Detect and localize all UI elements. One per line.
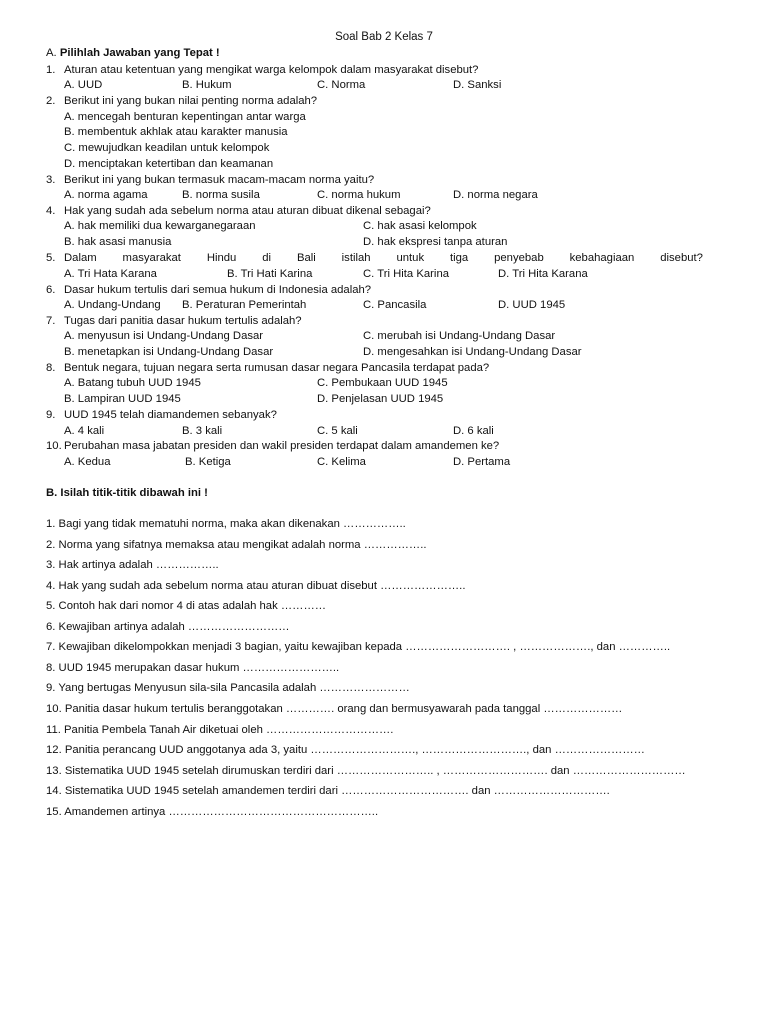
option: C. Pancasila (363, 299, 427, 311)
option: B. membentuk akhlak atau karakter manusia (64, 126, 288, 138)
fill-in-item-14: 14. Sistematika UUD 1945 setelah amandemen terdiri dari ……………………………. dan …………………………. (46, 785, 610, 797)
option: A. Kedua (64, 456, 111, 468)
fill-in-item-8: 8. UUD 1945 merupakan dasar hukum …………………….. (46, 662, 340, 674)
fill-in-item-4: 4. Hak yang sudah ada sebelum norma atau aturan dibuat disebut ………………….. (46, 580, 466, 592)
fill-in-item-6: 6. Kewajiban artinya adalah ……………………… (46, 621, 290, 633)
fill-in-item-13: 13. Sistematika UUD 1945 setelah dirumuskan terdiri dari …………………….. , ………………………. dan ………………………… (46, 765, 686, 777)
option: B. menetapkan isi Undang-Undang Dasar (64, 346, 274, 358)
option: D. hak ekspresi tanpa aturan (363, 236, 508, 248)
question-5-text: Dalam masyarakat Hindu di Bali istilah untuk tiga penyebab kebahagiaan disebut? (64, 252, 703, 264)
fill-in-item-5: 5. Contoh hak dari nomor 4 di atas adalah hak ………… (46, 600, 327, 612)
option: A. norma agama (64, 189, 148, 201)
fill-in-item-7: 7. Kewajiban dikelompokkan menjadi 3 bagian, yaitu kewajiban kepada ………………………. , ………………., dan ………….. (46, 641, 671, 653)
fill-in-item-10: 10. Panitia dasar hukum tertulis beranggotakan …………. orang dan bermusyawarah pada tanggal ………………… (46, 703, 623, 715)
fill-in-item-2: 2. Norma yang sifatnya memaksa atau mengikat adalah norma …………….. (46, 539, 427, 551)
option: D. mengesahkan isi Undang-Undang Dasar (363, 346, 582, 358)
option: A. UUD (64, 79, 103, 91)
option: D. Tri Hita Karana (498, 268, 588, 280)
option: B. Lampiran UUD 1945 (64, 393, 181, 405)
option: B. norma susila (182, 189, 260, 201)
fill-in-item-11: 11. Panitia Pembela Tanah Air diketuai oleh ……………………………. (46, 724, 394, 736)
option: C. mewujudkan keadilan untuk kelompok (64, 142, 270, 154)
section-a-heading (46, 45, 220, 61)
section-b-heading: B. Isilah titik-titik dibawah ini ! (46, 487, 208, 499)
option: D. Penjelasan UUD 1945 (317, 393, 444, 405)
section-a-title: Pilihlah Jawaban yang Tepat ! (59, 47, 220, 59)
option: D. menciptakan ketertiban dan keamanan (64, 158, 274, 170)
option: A. mencegah benturan kepentingan antar warga (64, 111, 306, 123)
option: D. Sanksi (453, 79, 502, 91)
option: C. 5 kali (317, 425, 358, 437)
option: D. 6 kali (453, 425, 494, 437)
option: A. 4 kali (64, 425, 105, 437)
option: A. menyusun isi Undang-Undang Dasar (64, 330, 264, 342)
option: C. norma hukum (317, 189, 401, 201)
option: C. Norma (317, 79, 366, 91)
option: B. hak asasi manusia (64, 236, 172, 248)
option: A. Undang-Undang (64, 299, 161, 311)
option: C. Pembukaan UUD 1945 (317, 377, 448, 389)
option: B. Hukum (182, 79, 232, 91)
option: C. merubah isi Undang-Undang Dasar (363, 330, 556, 342)
option: D. UUD 1945 (498, 299, 566, 311)
worksheet-page: Soal Bab 2 Kelas 7 A. Pilihlah Jawaban yang Tepat ! 1. Aturan atau ketentuan yang mengikat warga kelompok dalam masyarakat disebut? A. UUD B. Hukum C. Norma D. Sanksi 2. Berikut ini yang bukan nilai penting norma adalah? A. mencegah benturan kepentingan antar warga B. membentuk akhlak atau karakter manusia C. mewujudkan keadilan untuk kelompok D. menciptakan ketertiban dan keamanan 3. Berikut ini yang bukan termasuk macam-macam norma yaitu? A. norma agama B. norma susila C. norma hukum D. norma negara 4. Hak yang sudah ada sebelum norma atau aturan dibuat dikenal sebagai? A. hak memiliki dua kewarganegaraan C. hak asasi kelompok B. hak asasi manusia D. hak ekspresi tanpa aturan 5. Dalam masyarakat Hindu di Bali istilah untuk tiga penyebab kebahagiaan disebut? A. Tri Hata Karana B. Tri Hati Karina C. Tri Hita Karina D. Tri Hita Karana 6. Dasar hukum tertulis dari semua hukum di Indonesia adalah? A. Undang-Undang B. Peraturan Pemerintah C. Pancasila D. UUD 1945 7. Tugas dari panitia dasar hukum tertulis adalah? A. menyusun isi Undang-Undang Dasar C. merubah isi Undang-Undang Dasar B. menetapkan isi Undang-Undang Dasar D. mengesahkan isi Undang-Undang Dasar 8. Bentuk negara, tujuan negara serta rumusan dasar negara Pancasila terdapat pada? A. Batang tubuh UUD 1945 C. Pembukaan UUD 1945 B. Lampiran UUD 1945 D. Penjelasan UUD 1945 9. UUD 1945 telah diamandemen sebanyak? A. 4 kali B. 3 kali C. 5 kali D. 6 kali 10. Perubahan masa jabatan presiden dan wakil presiden terdapat dalam amandemen ke? A. Kedua B. Ketiga C. Kelima D. Pertama B. Isilah titik-titik dibawah ini ! 1. Bagi yang tidak mematuhi norma, maka akan dikenakan …………….. 2. Norma yang sifatnya memaksa atau mengikat adalah norma …………….. 3. Hak artinya adalah …………….. 4. Hak yang sudah ada sebelum norma atau aturan dibuat disebut ………………….. 5. Contoh hak dari nomor 4 di atas adalah hak ………… 6. Kewajiban artinya adalah ……………………… 7. Kewajiban dikelompokkan menjadi 3 bagian, yaitu kewajiban kepada ………………………. , ………………., dan ………….. 8. UUD 1945 merupakan dasar hukum …………………….. 9. Yang bertugas Menyusun sila-sila Pancasila adalah …………………… 10. Panitia dasar hukum tertulis beranggotakan …………. orang dan bermusyawarah pada tanggal ………………… 11. Panitia Pembela Tanah Air diketuai oleh ……………………………. 12. Panitia perancang UUD anggotanya ada 3, yaitu ………………………., ………………………., dan …………………… 13. Sistematika UUD 1945 setelah dirumuskan terdiri dari …………………….. , ………………………. dan ………………………… 14. Sistematika UUD 1945 setelah amandemen terdiri dari ……………………………. dan …………………………. 15. Amandemen artinya ……………………………………………….. (0, 0, 768, 1024)
option: C. Kelima (317, 456, 366, 468)
option: C. Tri Hita Karina (363, 268, 450, 280)
fill-in-item-1: 1. Bagi yang tidak mematuhi norma, maka akan dikenakan …………….. (46, 518, 406, 530)
option: B. 3 kali (182, 425, 223, 437)
option: B. Tri Hati Karina (227, 268, 313, 280)
option: D. norma negara (453, 189, 538, 201)
option: C. hak asasi kelompok (363, 220, 477, 232)
fill-in-item-3: 3. Hak artinya adalah …………….. (46, 559, 219, 571)
fill-in-item-12: 12. Panitia perancang UUD anggotanya ada 3, yaitu ………………………., ………………………., dan …………………… (46, 744, 645, 756)
option: D. Pertama (453, 456, 511, 468)
option: A. Batang tubuh UUD 1945 (64, 377, 201, 389)
page-title: Soal Bab 2 Kelas 7 (335, 31, 433, 43)
fill-in-item-15: 15. Amandemen artinya ……………………………………………….. (46, 806, 379, 818)
option: A. Tri Hata Karana (64, 268, 157, 280)
option: B. Peraturan Pemerintah (182, 299, 307, 311)
fill-in-item-9: 9. Yang bertugas Menyusun sila-sila Pancasila adalah …………………… (46, 682, 410, 694)
option: A. hak memiliki dua kewarganegaraan (64, 220, 256, 232)
section-a-label: A. (46, 47, 57, 59)
option: B. Ketiga (185, 456, 231, 468)
